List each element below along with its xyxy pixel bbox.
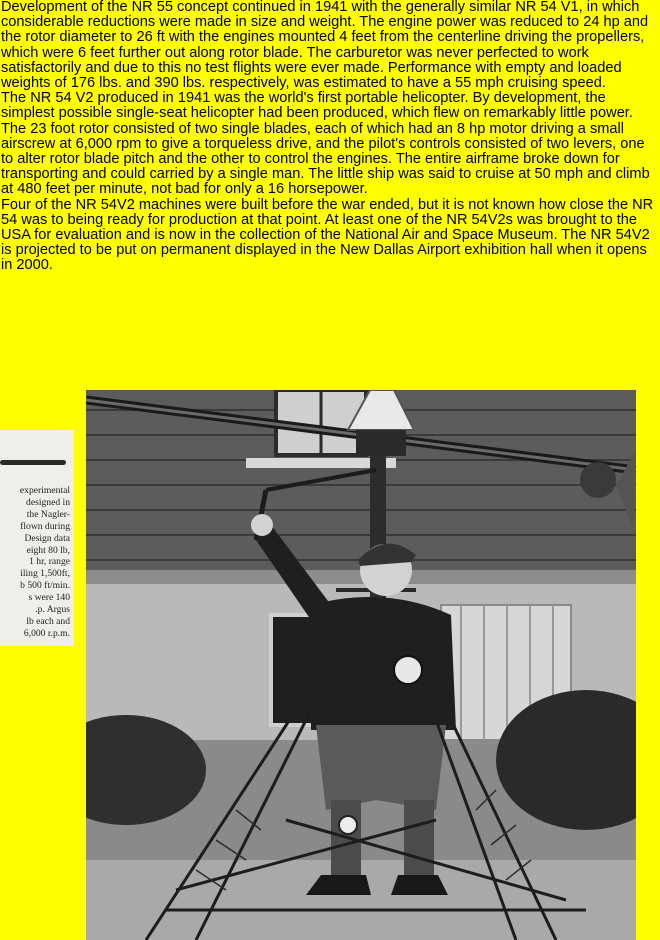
clipping-silhouette [0, 460, 66, 465]
clipping-line: experimental [19, 485, 70, 496]
pilot-jacket [311, 597, 456, 730]
clipping-line: iling 1,500ft, [20, 568, 70, 580]
jacket-patch [394, 656, 422, 684]
clipping-line: s were 140 [28, 592, 70, 604]
clipping-line: .p. Argus [35, 604, 70, 616]
rotor-hub [356, 430, 406, 456]
clipping-line: the Nagler- [26, 508, 70, 520]
magazine-clipping [0, 430, 74, 646]
pilot-trousers [316, 725, 446, 810]
paragraph-production: Four of the NR 54V2 machines were built before the war ended, but it is not known how close the NR 54 was to being ready for production at that point. At least one of the NR 54V2s was brought to the USA for evaluation and is now in the collection of the National Air and Space Museum. The NR 54V2 is projected to be put on permanent displayed in the New Dallas Airport exhibition hall when it opens in 2000. [1, 196, 654, 274]
clipping-line: designed in [26, 496, 70, 508]
pilot-boot-right [391, 875, 448, 895]
clipping-line: b 500 ft/min. [20, 580, 70, 592]
clipping-line: Design data [24, 532, 70, 544]
clipping-line: eight 80 lb, [26, 544, 70, 556]
paragraph-nr54-v1: Development of the NR 55 concept continued in 1941 with the generally similar NR 54 V1, in which considerable reductions were made in size and weight. The engine power was reduced to 24 hp and the rotor diameter to 26 ft with the engines mounted 4 feet from the centerline driving the propellers, which were 6 feet further out along rotor blade. The carburetor was never perfected to work satisfactorily and due to this no test flights were ever made. Performance with empty and loaded weights of 176 lbs. and 390 lbs. respectively, was estimated to have a 55 mph cruising speed. [1, 0, 649, 92]
clipping-text [0, 485, 70, 640]
blade-motor [580, 462, 616, 498]
article-text [1, 0, 660, 274]
clipping-line: lb each and [26, 615, 70, 627]
landing-wheel [339, 816, 357, 834]
clipping-line: 1 hr, range [29, 556, 70, 568]
paragraph-nr54-v2: The NR 54 V2 produced in 1941 was the world's first portable helicopter. By development, the simplest possible single-seat helicopter had been produced, which flew on remarkably little power. The 23 foot rotor consisted of two single blades, each of which had an 8 hp motor driving a small airscrew at 6,000 rpm to give a torqueless drive, and the pilot's controls consisted of two levers, one to alter rotor blade pitch and the other to control the engines. The entire airframe broke down for transporting and could carried by a single man. The little ship was said to cruise at 50 mph and climb at 480 feet per minute, not bad for only a 16 horsepower. [1, 90, 650, 198]
clipping-line: flown during [20, 520, 70, 532]
pilot-hand [251, 514, 273, 536]
helicopter-photo [86, 390, 636, 940]
clipping-line: 6,000 r.p.m. [23, 627, 70, 639]
